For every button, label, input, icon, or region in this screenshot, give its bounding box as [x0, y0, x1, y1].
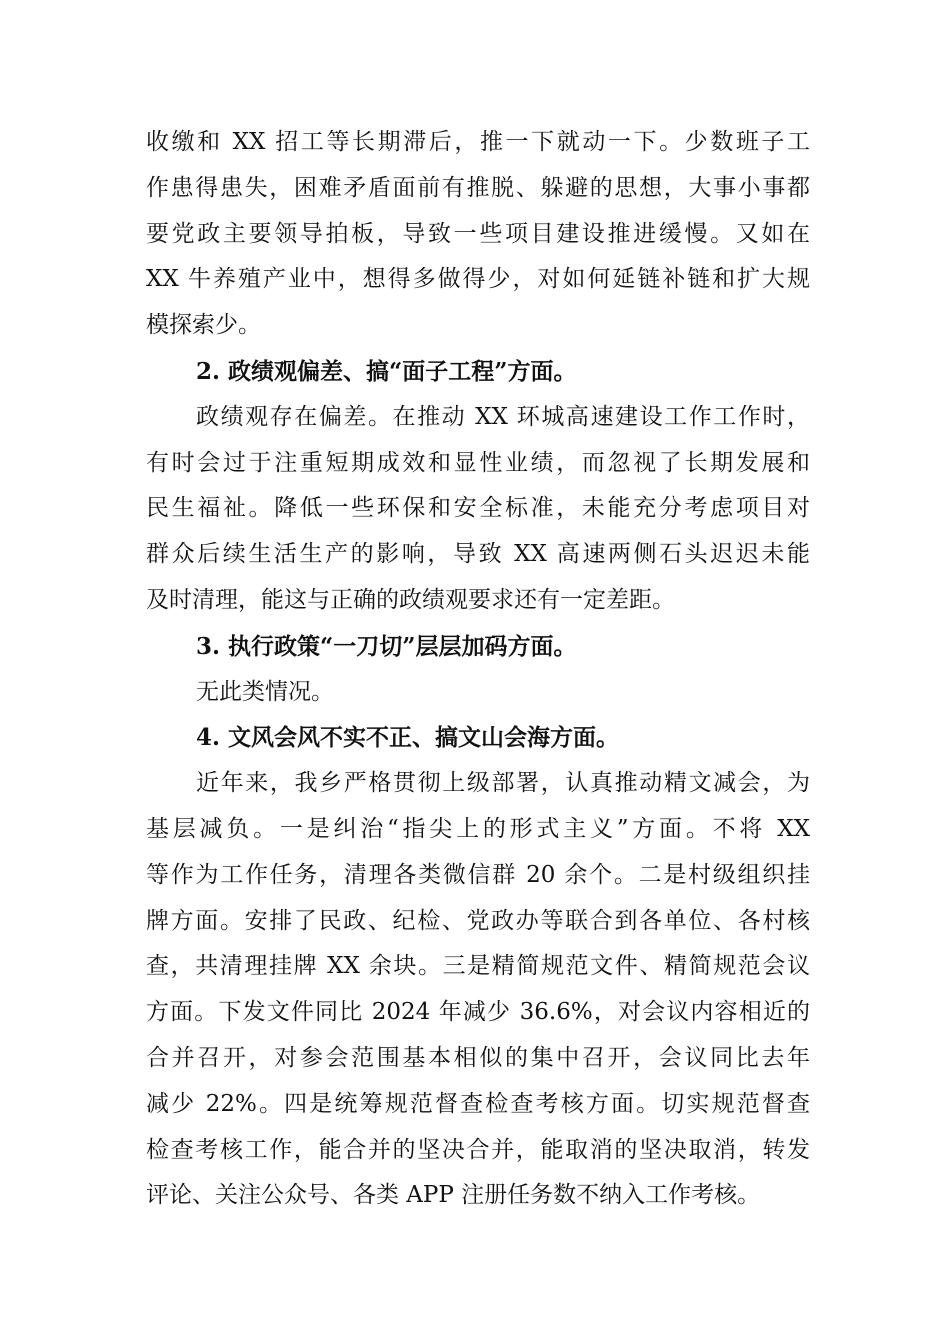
text-line: 近年来，我乡严格贯彻上级部署，认真推动精文减会，为: [196, 770, 810, 797]
text-line: 模探索少。: [146, 312, 261, 339]
paragraph-no-such-case: [146, 670, 810, 716]
text-line: 基层减负。一是纠治“指尖上的形式主义”方面。不将 XX: [146, 815, 810, 842]
text-line: 牌方面。安排了民政、纪检、党政办等联合到各单位、各村核: [146, 907, 810, 934]
text-line: 查，共清理挂牌 XX 余块。三是精简规范文件、精简规范会议: [146, 953, 810, 980]
section-heading-4: 4. 文风会风不实不正、搞文山会海方面。: [196, 724, 620, 752]
text-line: 合并召开，对参会范围基本相似的集中召开，会议同比去年: [146, 1044, 810, 1071]
text-line: 民生福祉。降低一些环保和安全标准，未能充分考虑项目对: [146, 495, 810, 522]
text-line: 无此类情况。: [196, 678, 334, 705]
text-line: 作患得患失，困难矛盾面前有推脱、躲避的思想，大事小事都: [146, 174, 810, 201]
text-line: 及时清理，能这与正确的政绩观要求还有一定差距。: [146, 586, 675, 613]
document-body: [146, 120, 810, 1219]
paragraph-continuation: [146, 120, 810, 349]
text-line: 评论、关注公众号、各类 APP 注册任务数不纳入工作考核。: [146, 1182, 761, 1209]
text-line: 群众后续生活生产的影响，导致 XX 高速两侧石头迟迟未能: [146, 541, 810, 568]
section-heading-3: 3. 执行政策“一刀切”层层加码方面。: [196, 632, 577, 660]
text-line: 等作为工作任务，清理各类微信群 20 余个。二是村级组织挂: [146, 861, 810, 888]
paragraph-writing-meeting-style: [146, 761, 810, 1219]
text-line: 政绩观存在偏差。在推动 XX 环城高速建设工作工作时，: [196, 403, 810, 430]
paragraph-political-performance: [146, 395, 810, 624]
text-line: 检查考核工作，能合并的坚决合并，能取消的坚决取消，转发: [146, 1136, 810, 1163]
text-line: 要党政主要领导拍板，导致一些项目建设推进缓慢。又如在: [146, 220, 810, 247]
section-heading-2: 2. 政绩观偏差、搞“面子工程”方面。: [196, 357, 577, 385]
text-line: 有时会过于注重短期成效和显性业绩，而忽视了长期发展和: [146, 449, 810, 476]
text-line: 方面。下发文件同比 2024 年减少 36.6%，对会议内容相近的: [146, 999, 810, 1026]
text-line: 收缴和 XX 招工等长期滞后，推一下就动一下。少数班子工: [146, 129, 810, 155]
text-line: XX 牛养殖产业中，想得多做得少，对如何延链补链和扩大规: [146, 266, 810, 293]
text-line: 减少 22%。四是统筹规范督查检查考核方面。切实规范督查: [146, 1090, 810, 1117]
